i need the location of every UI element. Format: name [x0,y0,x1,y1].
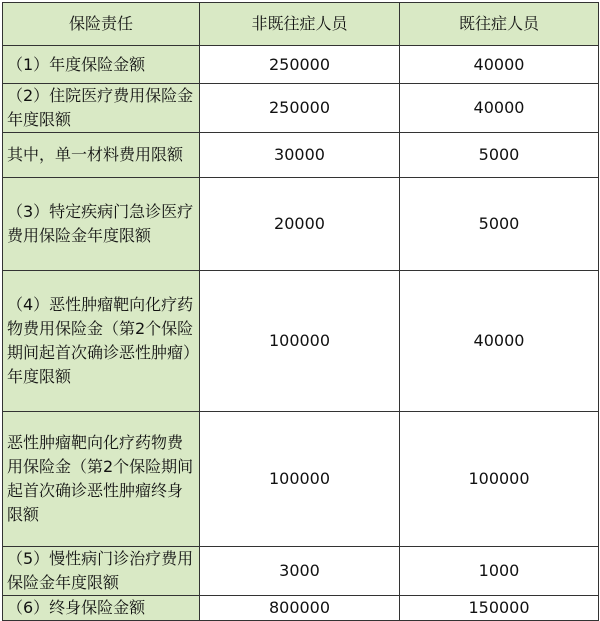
row-label: （6）终身保险金额 [3,596,200,621]
header-non-preexisting: 非既往症人员 [200,3,400,46]
non-preexisting-value: 100000 [200,412,400,547]
non-preexisting-value: 100000 [200,271,400,412]
non-preexisting-value: 30000 [200,133,400,178]
header-preexisting: 既往症人员 [400,3,599,46]
non-preexisting-value: 800000 [200,596,400,621]
row-label: （1）年度保险金额 [3,46,200,84]
preexisting-value: 1000 [400,547,599,596]
preexisting-value: 150000 [400,596,599,621]
row-label: （4）恶性肿瘤靶向化疗药物费用保险金（第2个保险期间起首次确诊恶性肿瘤）年度限额 [3,271,200,412]
preexisting-value: 40000 [400,271,599,412]
row-label: （5）慢性病门诊治疗费用保险金年度限额 [3,547,200,596]
table-row [3,133,599,178]
non-preexisting-value: 20000 [200,178,400,271]
preexisting-value: 40000 [400,84,599,133]
coverage-limits-table [2,2,599,621]
table-row [3,596,599,621]
non-preexisting-value: 250000 [200,46,400,84]
non-preexisting-value: 3000 [200,547,400,596]
preexisting-value: 5000 [400,178,599,271]
row-label: （2）住院医疗费用保险金年度限额 [3,84,200,133]
table-row [3,547,599,596]
table-row [3,84,599,133]
table-row [3,271,599,412]
row-label: （3）特定疾病门急诊医疗费用保险金年度限额 [3,178,200,271]
table-row [3,412,599,547]
row-label: 其中，单一材料费用限额 [3,133,200,178]
preexisting-value: 40000 [400,46,599,84]
table-row [3,178,599,271]
preexisting-value: 100000 [400,412,599,547]
header-coverage: 保险责任 [3,3,200,46]
non-preexisting-value: 250000 [200,84,400,133]
table-row [3,46,599,84]
table-header-row [3,3,599,46]
preexisting-value: 5000 [400,133,599,178]
row-label: 恶性肿瘤靶向化疗药物费用保险金（第2个保险期间起首次确诊恶性肿瘤终身限额 [3,412,200,547]
